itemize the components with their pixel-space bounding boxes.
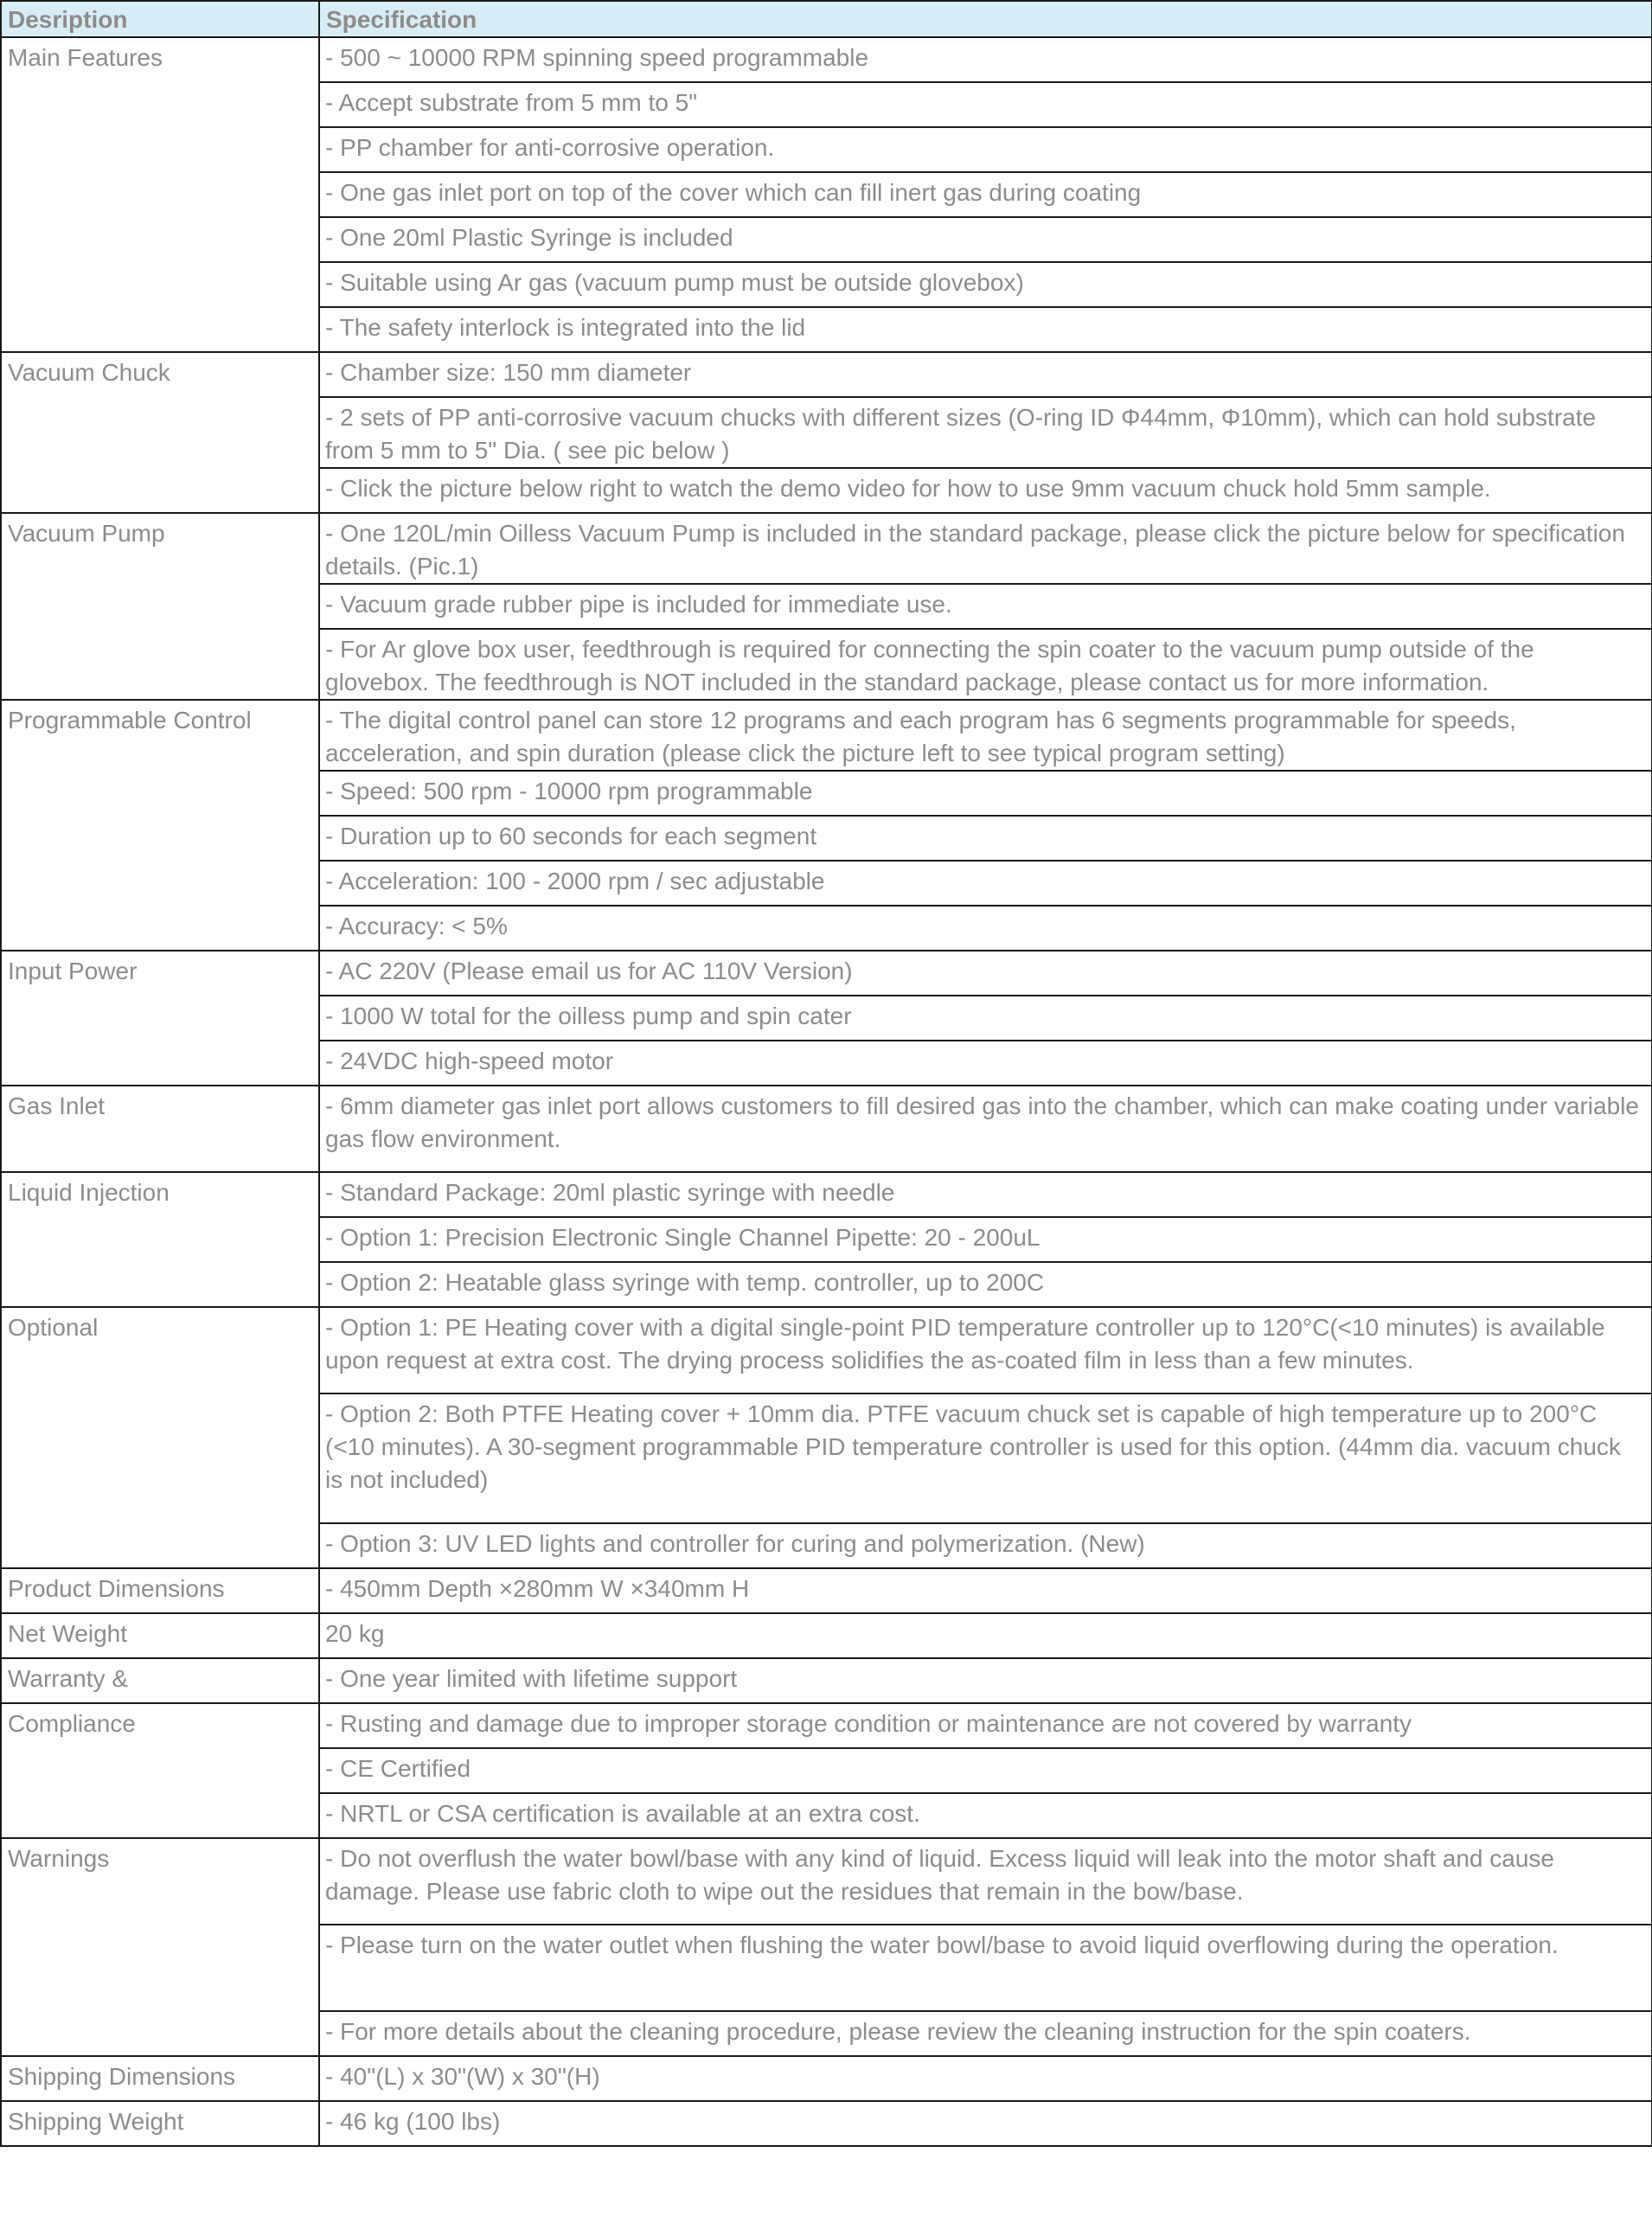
specification-cell: - For more details about the cleaning procedure, please review the cleaning instruction for the spin coaters. — [319, 2011, 1652, 2056]
specification-cell: - For Ar glove box user, feedthrough is required for connecting the spin coater to the vacuum pump outside of the glovebox. The feedthrough is NOT included in the standard package, please contact us for more information. — [319, 629, 1652, 700]
specification-cell: - The digital control panel can store 12 programs and each program has 6 segments programmable for speeds, acceleration, and spin duration (please click the picture left to see typical program setting) — [319, 700, 1652, 771]
description-cell-shipping-dimensions: Shipping Dimensions — [1, 2056, 319, 2101]
specification-cell: - One gas inlet port on top of the cover which can fill inert gas during coating — [319, 172, 1652, 217]
specification-cell: - 1000 W total for the oilless pump and spin cater — [319, 996, 1652, 1041]
description-cell-vacuum-pump: Vacuum Pump — [1, 513, 319, 700]
specification-cell: - PP chamber for anti-corrosive operation. — [319, 127, 1652, 172]
specification-cell: - Option 2: Both PTFE Heating cover + 10mm dia. PTFE vacuum chuck set is capable of high temperature up to 200°C (<10 minutes). A 30-segment programmable PID temperature controller is used for this option. (44mm dia. vacuum chuck is not included) — [319, 1393, 1652, 1523]
specification-column-header: Specification — [319, 1, 1652, 37]
table-row — [1, 1613, 1652, 1658]
specification-cell: - Chamber size: 150 mm diameter — [319, 352, 1652, 397]
table-row — [1, 352, 1652, 397]
description-cell-product-dimensions: Product Dimensions — [1, 1568, 319, 1613]
specification-cell: - Option 2: Heatable glass syringe with temp. controller, up to 200C — [319, 1262, 1652, 1307]
specification-cell: - Vacuum grade rubber pipe is included for immediate use. — [319, 584, 1652, 629]
table-row — [1, 513, 1652, 584]
specification-cell: - Accuracy: < 5% — [319, 906, 1652, 951]
specification-cell: - 500 ~ 10000 RPM spinning speed programmable — [319, 37, 1652, 82]
description-cell-main-features: Main Features — [1, 37, 319, 352]
description-cell-net-weight: Net Weight — [1, 1613, 319, 1658]
table-row — [1, 700, 1652, 771]
specification-cell: - CE Certified — [319, 1748, 1652, 1793]
specification-cell: - NRTL or CSA certification is available at an extra cost. — [319, 1793, 1652, 1838]
table-row — [1, 2101, 1652, 2146]
table-row — [1, 1172, 1652, 1217]
table-row — [1, 1703, 1652, 1748]
description-cell-compliance: Compliance — [1, 1703, 319, 1838]
table-row — [1, 1838, 1652, 1925]
specification-cell: - AC 220V (Please email us for AC 110V Version) — [319, 951, 1652, 996]
specification-cell: - 24VDC high-speed motor — [319, 1041, 1652, 1086]
specification-cell: - Acceleration: 100 - 2000 rpm / sec adjustable — [319, 861, 1652, 906]
specification-cell: 20 kg — [319, 1613, 1652, 1658]
specification-cell: - Suitable using Ar gas (vacuum pump must be outside glovebox) — [319, 262, 1652, 307]
specification-cell: - 450mm Depth ×280mm W ×340mm H — [319, 1568, 1652, 1613]
description-cell-warnings: Warnings — [1, 1838, 319, 2056]
description-cell-vacuum-chuck: Vacuum Chuck — [1, 352, 319, 513]
description-cell-optional: Optional — [1, 1307, 319, 1568]
table-row — [1, 37, 1652, 82]
specification-cell: - One 120L/min Oilless Vacuum Pump is included in the standard package, please click the picture below for specification details. (Pic.1) — [319, 513, 1652, 584]
table-row — [1, 1086, 1652, 1172]
specification-cell: - 40"(L) x 30"(W) x 30"(H) — [319, 2056, 1652, 2101]
specification-cell: - 46 kg (100 lbs) — [319, 2101, 1652, 2146]
specification-cell: - Click the picture below right to watch the demo video for how to use 9mm vacuum chuck hold 5mm sample. — [319, 468, 1652, 513]
description-cell-warranty: Warranty & — [1, 1658, 319, 1703]
specification-cell: - 2 sets of PP anti-corrosive vacuum chucks with different sizes (O-ring ID Φ44mm, Φ10mm), which can hold substrate from 5 mm to 5" Dia. ( see pic below ) — [319, 397, 1652, 468]
specification-cell: - Duration up to 60 seconds for each segment — [319, 816, 1652, 861]
table-row — [1, 1568, 1652, 1613]
specification-cell: - Please turn on the water outlet when flushing the water bowl/base to avoid liquid overflowing during the operation. — [319, 1925, 1652, 2011]
table-body — [1, 37, 1652, 2146]
description-cell-gas-inlet: Gas Inlet — [1, 1086, 319, 1172]
table-row — [1, 951, 1652, 996]
specification-cell: - Rusting and damage due to improper storage condition or maintenance are not covered by warranty — [319, 1703, 1652, 1748]
specification-cell: - Standard Package: 20ml plastic syringe with needle — [319, 1172, 1652, 1217]
description-cell-programmable-control: Programmable Control — [1, 700, 319, 951]
specification-cell: - Accept substrate from 5 mm to 5" — [319, 82, 1652, 127]
description-cell-liquid-injection: Liquid Injection — [1, 1172, 319, 1307]
specification-cell: - The safety interlock is integrated into the lid — [319, 307, 1652, 352]
specification-cell: - Option 3: UV LED lights and controller for curing and polymerization. (New) — [319, 1523, 1652, 1568]
specification-cell: - Option 1: Precision Electronic Single Channel Pipette: 20 - 200uL — [319, 1217, 1652, 1262]
specification-cell: - 6mm diameter gas inlet port allows customers to fill desired gas into the chamber, which can make coating under variable gas flow environment. — [319, 1086, 1652, 1172]
description-column-header: Desription — [1, 1, 319, 37]
specification-cell: - Do not overflush the water bowl/base with any kind of liquid. Excess liquid will leak into the motor shaft and cause damage. Please use fabric cloth to wipe out the residues that remain in the bow/base. — [319, 1838, 1652, 1925]
specification-cell: - Speed: 500 rpm - 10000 rpm programmable — [319, 771, 1652, 816]
specification-cell: - One year limited with lifetime support — [319, 1658, 1652, 1703]
description-cell-shipping-weight: Shipping Weight — [1, 2101, 319, 2146]
specification-cell: - Option 1: PE Heating cover with a digital single-point PID temperature controller up to 120°C(<10 minutes) is available upon request at extra cost. The drying process solidifies the as-coated film in less than a few minutes. — [319, 1307, 1652, 1393]
table-row — [1, 1658, 1652, 1703]
table-row — [1, 2056, 1652, 2101]
description-cell-input-power: Input Power — [1, 951, 319, 1086]
table-row — [1, 1307, 1652, 1393]
table-header-row — [1, 1, 1652, 37]
specification-cell: - One 20ml Plastic Syringe is included — [319, 217, 1652, 262]
